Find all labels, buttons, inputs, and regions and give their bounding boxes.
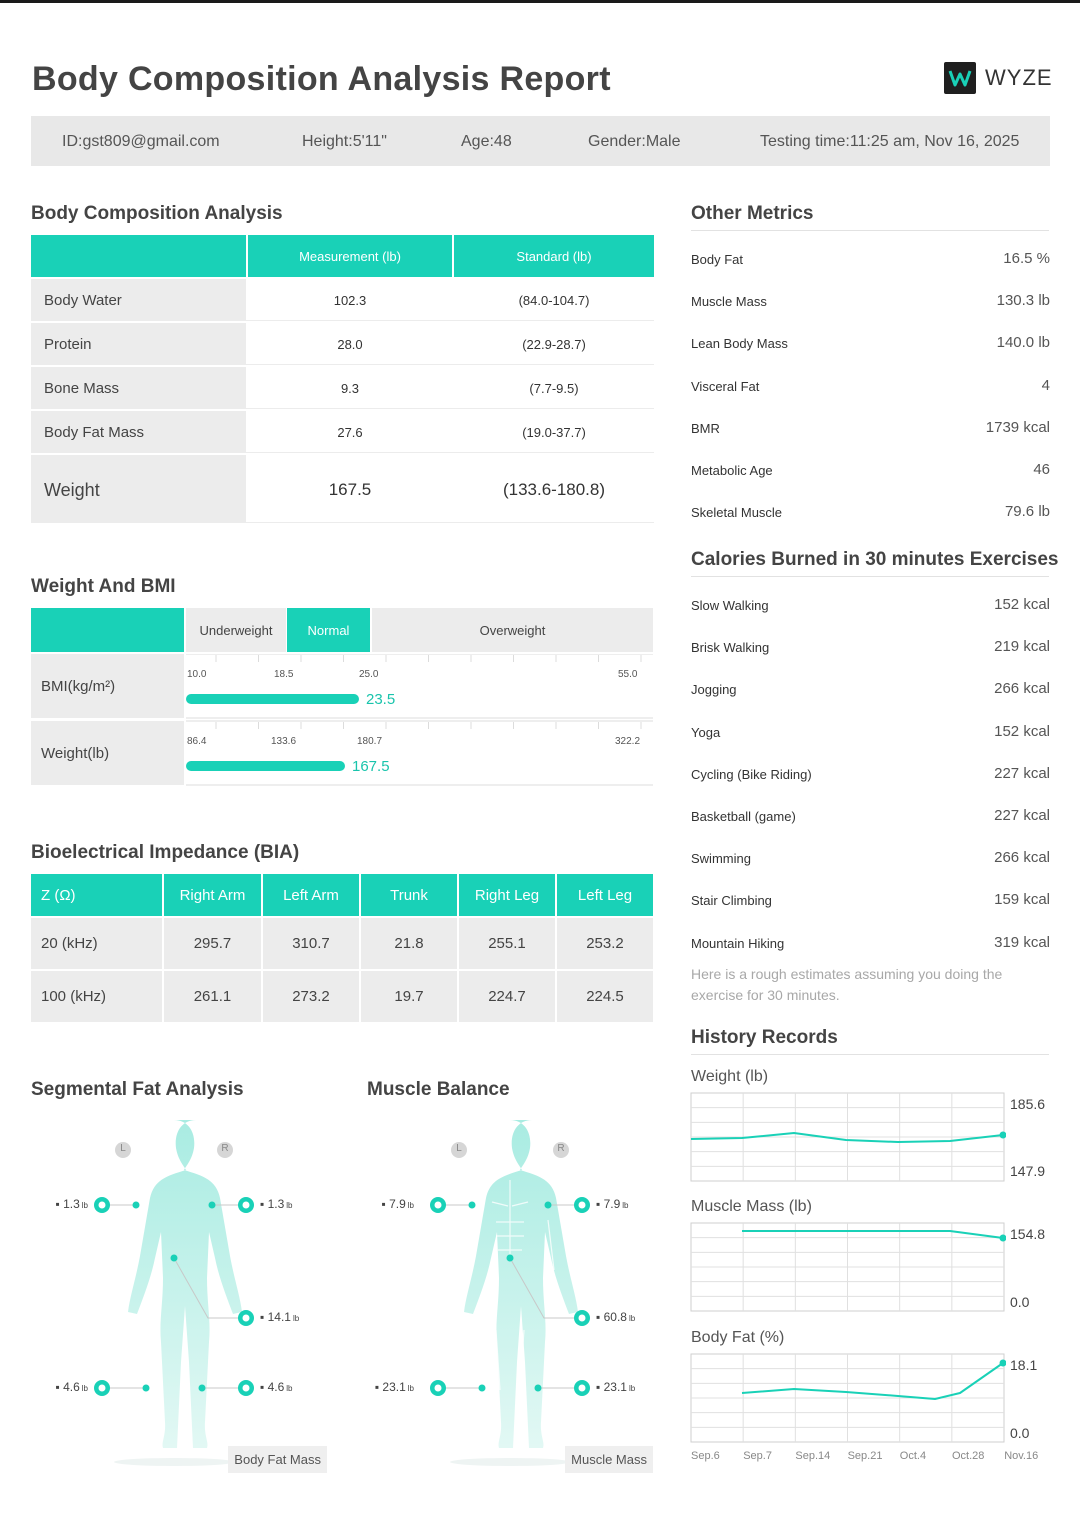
bia-row-label: 100 (kHz) xyxy=(31,971,162,1022)
col-measurement: Measurement (lb) xyxy=(299,249,401,264)
metric-value: 266 kcal xyxy=(994,680,1050,698)
metric-value: 1739 kcal xyxy=(985,418,1050,436)
weight-bar xyxy=(186,761,345,771)
history-heading: History Records xyxy=(691,1027,838,1048)
logo-text: WYZE xyxy=(985,65,1053,90)
bc-row-label: Body Water xyxy=(31,279,246,321)
body-silhouette xyxy=(367,1110,667,1480)
history-bodyfat-chart xyxy=(690,1353,1006,1443)
segment-dot xyxy=(545,1202,552,1209)
segment-right_arm-label: ▪ 7.9 lb xyxy=(596,1197,629,1211)
page-title: Body Composition Analysis Report xyxy=(32,60,611,98)
side-marker-left_marker: L xyxy=(456,1143,462,1154)
bia-header-cell: Left Arm xyxy=(263,874,359,916)
metric-label: Metabolic Age xyxy=(691,463,773,478)
bc-row-label: Bone Mass xyxy=(31,367,246,409)
figure-tag: Body Fat Mass xyxy=(228,1446,327,1473)
segment-dot xyxy=(143,1385,150,1392)
history-x-label: Oct.4 xyxy=(899,1450,927,1462)
segment-right_leg-label: ▪ 4.6 lb xyxy=(260,1380,293,1394)
segment-marker-inner xyxy=(435,1385,442,1392)
history-x-label: Nov.16 xyxy=(1004,1450,1039,1462)
bc-row-value: 102.3 xyxy=(333,293,367,308)
metric-value: 227 kcal xyxy=(994,807,1050,824)
segment-marker-inner xyxy=(579,1202,586,1209)
weight-tick-1: 86.4 xyxy=(187,736,207,747)
segment-left_leg-label: ▪ 23.1 lb xyxy=(374,1380,414,1394)
bc-row-label: Protein xyxy=(31,323,246,365)
bmi-value: 23.5 xyxy=(366,691,396,708)
shadow xyxy=(450,1458,570,1466)
history-weight-label: Weight (lb) xyxy=(691,1068,769,1085)
metric-value: 46 xyxy=(1033,461,1050,478)
metric-label: Visceral Fat xyxy=(691,378,760,394)
segment-trunk-label: ▪ 14.1 lb xyxy=(260,1310,300,1324)
metric-value: 266 kcal xyxy=(994,849,1050,867)
bia-cell: 273.2 xyxy=(263,971,359,1022)
info-bar xyxy=(31,116,1050,166)
history-x-label: Sep.6 xyxy=(691,1450,720,1462)
history-muscle-label: Muscle Mass (lb) xyxy=(691,1198,812,1215)
muscle-balance-heading: Muscle Balance xyxy=(367,1079,510,1100)
metric-value: 130.3 lb xyxy=(996,292,1050,310)
segment-dot xyxy=(469,1202,476,1209)
segment-marker-inner xyxy=(243,1385,250,1392)
bc-row-body-water xyxy=(31,279,654,321)
metric-value: 79.6 lb xyxy=(1004,503,1050,521)
bia-cell: 253.2 xyxy=(557,918,653,969)
category-normal: Normal xyxy=(287,608,370,652)
segmental-fat-figure xyxy=(31,1110,331,1480)
bc-row-value: 28.0 xyxy=(337,337,363,352)
figure-tag: Muscle Mass xyxy=(565,1446,653,1473)
segment-dot xyxy=(507,1255,514,1262)
bia-heading: Bioelectrical Impedance (BIA) xyxy=(31,842,300,863)
trend-line xyxy=(742,1231,1003,1238)
shadow xyxy=(114,1458,234,1466)
segment-marker-inner xyxy=(243,1315,250,1322)
bia-header-cell: Left Leg xyxy=(557,874,653,916)
metric-label: Cycling (Bike Riding) xyxy=(691,766,812,782)
side-marker-right_marker: R xyxy=(557,1143,565,1154)
weight-tick-2: 133.6 xyxy=(271,736,297,747)
top-border xyxy=(0,0,1080,3)
bc-row-label: Weight xyxy=(31,455,246,523)
history-weight-min: 147.9 xyxy=(1010,1163,1046,1179)
history-muscle-max: 154.8 xyxy=(1010,1226,1046,1242)
user-age: Age:48 xyxy=(461,133,512,150)
bc-row-standard: (7.7-9.5) xyxy=(529,381,579,396)
segment-trunk-label: ▪ 60.8 lb xyxy=(596,1310,636,1324)
testing-time: Testing time:11:25 am, Nov 16, 2025 xyxy=(760,133,1020,150)
bmi-header-spacer xyxy=(31,608,184,652)
segment-dot xyxy=(479,1385,486,1392)
metric-label: Slow Walking xyxy=(691,598,769,613)
segment-marker-inner xyxy=(243,1202,250,1209)
metric-label: Basketball (game) xyxy=(691,809,796,824)
segment-right_leg-label: ▪ 23.1 lb xyxy=(596,1380,636,1394)
bmi-tick-2: 18.5 xyxy=(274,669,294,680)
latest-point xyxy=(1000,1235,1007,1242)
metric-value: 219 kcal xyxy=(994,638,1050,656)
bc-row-standard: (133.6-180.8) xyxy=(502,480,606,499)
body-shape xyxy=(128,1120,242,1448)
logo-mark xyxy=(944,62,976,94)
metric-label: Brisk Walking xyxy=(691,640,770,656)
bmi-tick-1: 10.0 xyxy=(187,669,207,680)
metric-label: Swimming xyxy=(691,851,751,867)
bia-cell: 255.1 xyxy=(459,918,555,969)
other-metrics-heading: Other Metrics xyxy=(691,203,814,224)
segment-marker-inner xyxy=(579,1315,586,1322)
side-marker-left_marker: L xyxy=(120,1143,126,1154)
history-x-label: Sep.14 xyxy=(795,1450,831,1462)
segment-dot xyxy=(133,1202,140,1209)
history-bodyfat-max: 18.1 xyxy=(1010,1357,1038,1373)
weight-tick-3: 180.7 xyxy=(357,736,383,747)
metric-label: Skeletal Muscle xyxy=(691,505,783,521)
bia-cell: 261.1 xyxy=(164,971,261,1022)
metric-label: Mountain Hiking xyxy=(691,935,785,951)
segment-marker-inner xyxy=(99,1202,106,1209)
segment-marker-inner xyxy=(579,1385,586,1392)
history-weight-max: 185.6 xyxy=(1010,1096,1046,1112)
category-overweight: Overweight xyxy=(372,608,653,652)
metric-label: BMR xyxy=(691,420,720,436)
segmental-fat-heading: Segmental Fat Analysis xyxy=(31,1079,244,1100)
bia-header-cell: Z (Ω) xyxy=(31,874,162,916)
history-bodyfat-label: Body Fat (%) xyxy=(691,1329,785,1346)
calories-heading: Calories Burned in 30 minutes Exercises xyxy=(691,549,1059,570)
metric-value: 152 kcal xyxy=(994,722,1050,740)
category-underweight: Underweight xyxy=(186,608,286,652)
history-x-label: Sep.7 xyxy=(743,1450,772,1462)
bia-header-cell: Trunk xyxy=(361,874,457,916)
bia-header-cell: Right Arm xyxy=(164,874,261,916)
metric-value: 140.0 lb xyxy=(996,334,1050,352)
bia-cell: 224.5 xyxy=(557,971,653,1022)
bc-row-standard: (19.0-37.7) xyxy=(522,425,586,440)
weight-value: 167.5 xyxy=(352,758,390,775)
wyze-logo xyxy=(944,62,1053,94)
muscle-balance-figure xyxy=(367,1110,657,1480)
weight-tick-4: 322.2 xyxy=(615,736,641,747)
bc-row-label: Body Fat Mass xyxy=(31,411,246,453)
bmi-bar xyxy=(186,694,359,704)
other-metrics-rule xyxy=(691,230,1049,231)
bmi-tick-4: 55.0 xyxy=(618,669,638,680)
metric-label: Jogging xyxy=(691,682,737,698)
user-gender: Gender:Male xyxy=(588,133,681,150)
user-id: ID:gst809@gmail.com xyxy=(62,133,220,150)
bia-cell: 295.7 xyxy=(164,918,261,969)
metric-value: 319 kcal xyxy=(994,933,1050,951)
col-standard: Standard (lb) xyxy=(516,249,592,264)
bc-row-protein xyxy=(31,323,654,365)
bc-row-bone-mass xyxy=(31,367,654,409)
metric-label: Lean Body Mass xyxy=(691,336,788,352)
calories-rule xyxy=(691,576,1049,577)
calories-note xyxy=(691,964,1002,1006)
metric-value: 16.5 % xyxy=(1003,250,1050,267)
side-marker-right_marker: R xyxy=(221,1143,229,1154)
segment-marker-inner xyxy=(435,1202,442,1209)
history-bodyfat-min: 0.0 xyxy=(1010,1425,1030,1441)
body-shape xyxy=(464,1120,578,1448)
calories-note-line-1: Here is a rough estimates assuming you doing the xyxy=(691,966,1003,982)
bia-cell: 310.7 xyxy=(263,918,359,969)
segment-left_leg-label: ▪ 4.6 lb xyxy=(55,1380,88,1394)
metric-label: Stair Climbing xyxy=(691,893,772,909)
bia-header-cell: Right Leg xyxy=(459,874,555,916)
bia-cell: 19.7 xyxy=(361,971,457,1022)
history-x-label: Oct.28 xyxy=(952,1450,985,1462)
metric-value: 159 kcal xyxy=(994,891,1050,909)
bmi-row-label: BMI(kg/m²) xyxy=(31,654,184,718)
user-height: Height:5'11" xyxy=(302,133,387,150)
metric-value: 152 kcal xyxy=(994,596,1050,613)
history-rule xyxy=(691,1054,1049,1055)
bia-cell: 21.8 xyxy=(361,918,457,969)
bc-row-body-fat-mass xyxy=(31,411,654,453)
bc-row-standard: (22.9-28.7) xyxy=(522,337,586,352)
w-logo-icon xyxy=(948,68,972,88)
metric-value: 227 kcal xyxy=(994,764,1050,782)
weight-bmi-heading: Weight And BMI xyxy=(31,576,176,597)
bc-row-value: 167.5 xyxy=(328,480,372,499)
bc-row-value: 9.3 xyxy=(340,381,360,396)
segment-dot xyxy=(535,1385,542,1392)
bia-row-label: 20 (kHz) xyxy=(31,918,162,969)
bc-row-standard: (84.0-104.7) xyxy=(518,293,590,308)
metric-label: Muscle Mass xyxy=(691,294,767,310)
bia-cell: 224.7 xyxy=(459,971,555,1022)
body-composition-heading: Body Composition Analysis xyxy=(31,203,283,224)
segment-dot xyxy=(171,1255,178,1262)
bc-row-value: 27.6 xyxy=(337,425,363,440)
history-weight-chart xyxy=(690,1092,1006,1182)
segment-dot xyxy=(199,1385,206,1392)
segment-left_arm-label: ▪ 1.3 lb xyxy=(55,1197,88,1211)
metric-label: Yoga xyxy=(691,724,721,740)
segment-dot xyxy=(209,1202,216,1209)
metric-label: Body Fat xyxy=(691,252,744,267)
metric-value: 4 xyxy=(1041,376,1050,394)
bc-row-weight xyxy=(31,455,654,523)
body-composition-table-header xyxy=(31,235,654,277)
segment-right_arm-label: ▪ 1.3 lb xyxy=(260,1197,293,1211)
segment-marker-inner xyxy=(99,1385,106,1392)
history-muscle-chart xyxy=(690,1222,1006,1312)
body-silhouette xyxy=(31,1110,331,1480)
calories-note-line-2: exercise for 30 minutes. xyxy=(691,987,840,1003)
history-muscle-min: 0.0 xyxy=(1010,1294,1030,1310)
segment-left_arm-label: ▪ 7.9 lb xyxy=(381,1197,414,1211)
history-x-label: Sep.21 xyxy=(847,1450,883,1462)
weight-row-label: Weight(lb) xyxy=(31,721,184,785)
bmi-tick-3: 25.0 xyxy=(359,669,379,680)
